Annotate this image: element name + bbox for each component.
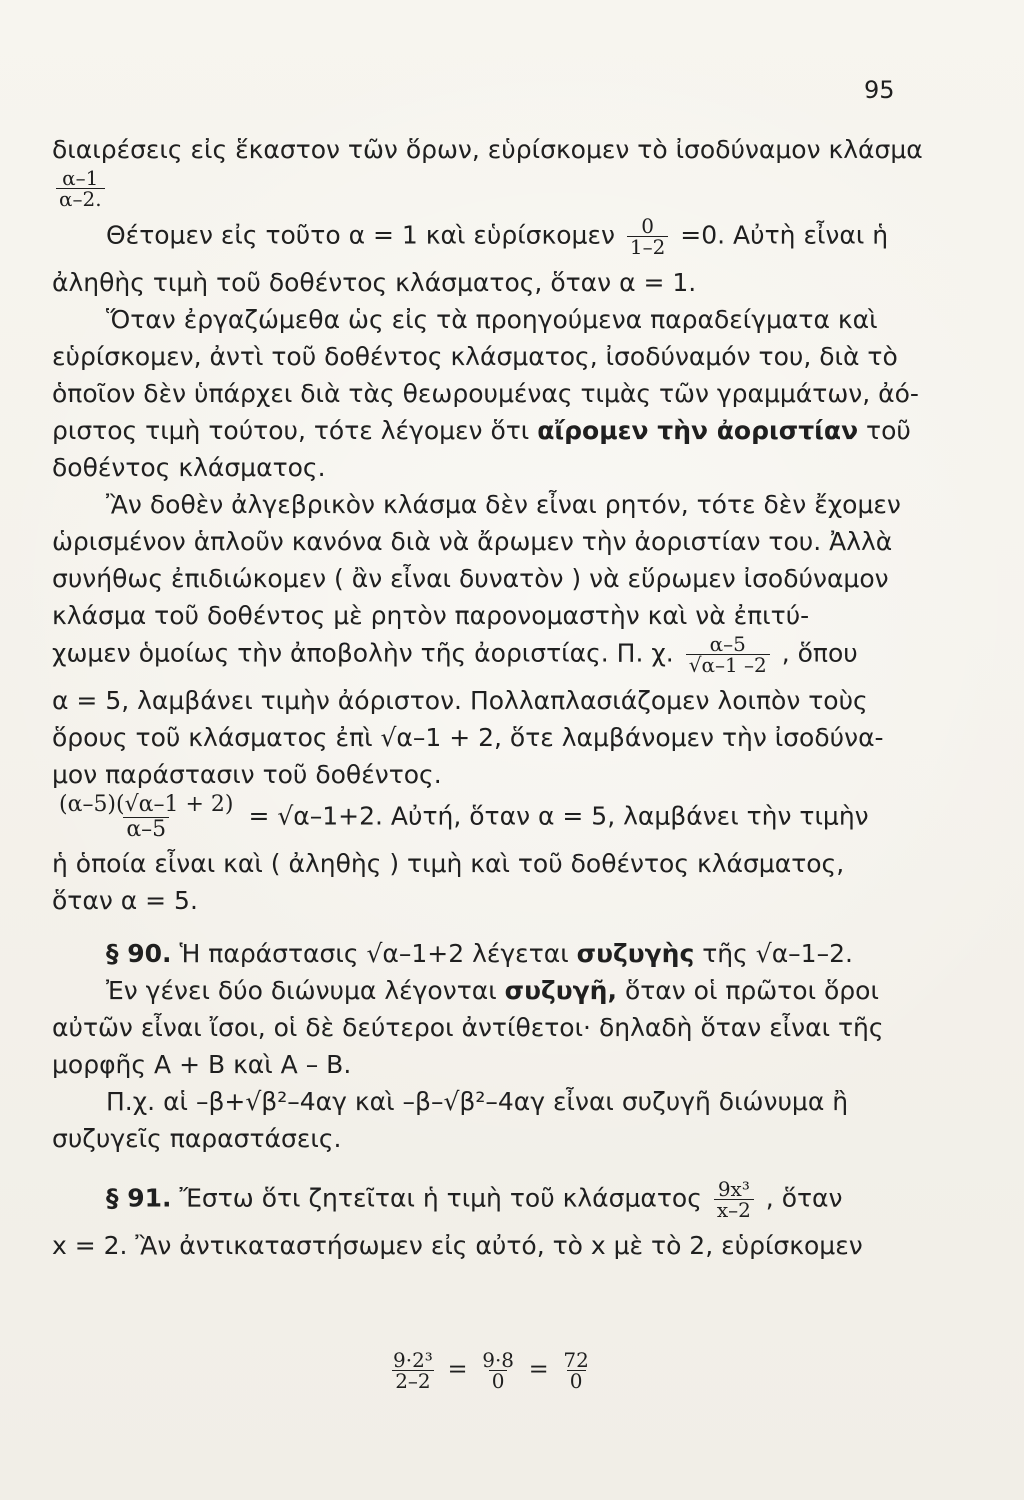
section-heading-line: [52, 1179, 914, 1227]
fraction-denominator: x–2: [714, 1199, 754, 1220]
text-line: [52, 634, 914, 682]
paragraph-text: ὡρισμένον ἁπλοῦν κανόνα διὰ νὰ ἄρωμεν τὴν ἀοριστίαν του. Ἀλλὰ: [52, 527, 893, 556]
fraction-denominator: √α–1 –2: [686, 654, 770, 675]
text-line: [52, 1227, 914, 1264]
paragraph-text: συζυγεῖς παραστάσεις.: [52, 1124, 342, 1153]
paragraph-text: ὅταν οἱ πρῶτοι ὅροι: [624, 976, 879, 1005]
section-gap: [52, 919, 914, 935]
paragraph-text: τῆς √α–1–2.: [702, 939, 853, 968]
paragraph-text: x = 2. Ἂν ἀντικαταστήσωμεν εἰς αὐτό, τὸ x μὲ τὸ 2, εὑρίσκομεν: [52, 1231, 863, 1260]
paragraph-text: Ἂν δοθὲν ἀλγεβρικὸν κλάσμα δὲν εἶναι ρητόν, τότε δὲν ἔχομεν: [106, 490, 901, 519]
paragraph-text: Ἔστω ὅτι ζητεῖται ἡ τιμὴ τοῦ κλάσματος: [179, 1183, 702, 1213]
paragraph-text: εὑρίσκομεν, ἀντὶ τοῦ δοθέντος κλάσματος, ἰσοδύναμόν του, διὰ τὸ: [52, 342, 898, 371]
fraction-denominator: 0: [567, 1370, 586, 1391]
paragraph-text: , ὅπου: [781, 638, 858, 668]
fraction-denominator: α–2.: [56, 188, 105, 209]
simplified-fraction: [479, 1350, 517, 1391]
paragraph-text: ἀληθὴς τιμὴ τοῦ δοθέντος κλάσματος, ὅταν α = 1.: [52, 268, 697, 297]
text-line: [52, 972, 914, 1009]
emphasis-text: αἴρομεν τὴν ἀοριστίαν: [537, 416, 859, 445]
page-number: 95: [864, 76, 895, 104]
fraction-line: [52, 168, 914, 216]
fraction-numerator: 9·2³: [393, 1348, 433, 1372]
target-fraction: [714, 1179, 754, 1220]
text-line: [52, 560, 914, 597]
paragraph-text: Ἐν γένει δύο διώνυμα λέγονται: [106, 976, 497, 1005]
paragraph-text: =0. Αὐτὴ εἶναι ἡ: [680, 220, 889, 250]
text-line: [52, 338, 914, 375]
equals-sign: =: [528, 1355, 549, 1383]
text-line: [52, 1083, 914, 1120]
fraction-numerator: α–5: [709, 632, 746, 656]
text-line: [52, 523, 914, 560]
section-gap: [52, 1157, 914, 1179]
paragraph-text: ὅρους τοῦ κλάσματος ἐπὶ √α–1 + 2, ὅτε λαμβάνομεν τὴν ἰσοδύνα-: [52, 723, 884, 752]
text-line: [52, 882, 914, 919]
paragraph-text: διαιρέσεις εἰς ἕκαστον τῶν ὅρων, εὑρίσκομεν τὸ ἰσοδύναμον κλάσμα: [52, 135, 923, 164]
text-line: [52, 756, 914, 793]
emphasis-text: συζυγῆ,: [504, 976, 617, 1005]
paragraph-text: δοθέντος κλάσματος.: [52, 453, 326, 482]
fraction-numerator: α–1: [62, 166, 99, 190]
fraction-numerator: 0: [641, 214, 654, 238]
fraction-denominator: 2–2: [392, 1370, 433, 1391]
section-number: § 91.: [106, 1183, 172, 1213]
paragraph-text: Ἡ παράστασις √α–1+2 λέγεται: [179, 939, 569, 968]
paragraph-text: ὅταν α = 5.: [52, 886, 198, 915]
paragraph-text: χωμεν ὁμοίως τὴν ἀποβολὴν τῆς ἀοριστίας. Π. χ.: [52, 638, 674, 668]
paragraph-text: = √α–1+2. Αὐτή, ὅταν α = 5, λαμβάνει τὴν τιμὴν: [248, 801, 869, 831]
final-equation: [386, 1350, 596, 1391]
paragraph-text: Θέτομεν εἰς τοῦτο α = 1 καὶ εὑρίσκομεν: [106, 220, 615, 250]
text-line: [52, 1120, 914, 1157]
text-line: [52, 375, 919, 412]
text-line: [52, 486, 914, 523]
paragraph-text: κλάσμα τοῦ δοθέντος μὲ ρητὸν παρονομαστὴν καὶ νὰ ἐπιτύ-: [52, 601, 810, 630]
fraction-denominator: α–5: [123, 817, 169, 842]
fraction-denominator: 1–2: [627, 236, 668, 257]
text-line: [52, 449, 914, 486]
text-line: [52, 216, 914, 264]
equivalent-fraction: [56, 168, 105, 209]
text-line: [52, 301, 914, 338]
result-fraction: [560, 1350, 591, 1391]
paragraph-text: , ὅταν: [765, 1183, 843, 1213]
text-line: [52, 412, 914, 449]
paragraph-text: Ὅταν ἐργαζώμεθα ὡς εἰς τὰ προηγούμενα παραδείγματα καὶ: [106, 305, 878, 334]
emphasis-text: συζυγὴς: [576, 939, 695, 968]
paragraph-text: αὐτῶν εἶναι ἴσοι, οἱ δὲ δεύτεροι ἀντίθετοι· δηλαδὴ ὅταν εἶναι τῆς: [52, 1013, 884, 1042]
equals-sign: =: [447, 1355, 468, 1383]
inline-fraction: [627, 216, 668, 257]
paragraph-text: συνήθως ἐπιδιώκομεν ( ἂν εἶναι δυνατὸν ) νὰ εὕρωμεν ἰσοδύναμον: [52, 564, 889, 593]
formula-line: [52, 793, 914, 845]
fraction-numerator: 9·8: [482, 1348, 515, 1372]
multiplied-fraction: [56, 793, 236, 842]
fraction-numerator: (α–5)(√α–1 + 2): [59, 792, 234, 817]
text-line: [52, 1046, 914, 1083]
example-fraction: [686, 634, 770, 675]
paragraph-text: τοῦ: [866, 416, 911, 445]
text-line: [52, 1009, 914, 1046]
paragraph-text: Π.χ. αἱ –β+√β²–4αγ καὶ –β–√β²–4αγ εἶναι συζυγῆ διώνυμα ἢ: [106, 1087, 849, 1116]
paragraph-text: ἡ ὁποία εἶναι καὶ ( ἀληθὴς ) τιμὴ καὶ τοῦ δοθέντος κλάσματος,: [52, 849, 845, 878]
paragraph-text: ὁποῖον δὲν ὑπάρχει διὰ τὰς θεωρουμένας τιμὰς τῶν γραμμάτων, ἀό-: [52, 379, 919, 408]
text-line: [52, 682, 914, 719]
paragraph-text: ριστος τιμὴ τούτου, τότε λέγομεν ὅτι: [52, 416, 530, 445]
paragraph-text: α = 5, λαμβάνει τιμὴν ἀόριστον. Πολλαπλασιάζομεν λοιπὸν τοὺς: [52, 686, 868, 715]
fraction-denominator: 0: [489, 1370, 508, 1391]
substituted-fraction: [390, 1350, 436, 1391]
paragraph-text: μορφῆς Α + Β καὶ Α – Β.: [52, 1050, 352, 1079]
fraction-numerator: 72: [563, 1348, 589, 1372]
section-heading-line: [52, 935, 914, 972]
text-line: [52, 131, 923, 168]
section-number: § 90.: [106, 939, 172, 968]
text-line: [52, 719, 914, 756]
paragraph-text: μον παράστασιν τοῦ δοθέντος.: [52, 760, 442, 789]
page-text: [52, 131, 923, 1264]
fraction-numerator: 9x³: [717, 1177, 750, 1201]
text-line: [52, 597, 914, 634]
text-line: [52, 264, 914, 301]
text-line: [52, 845, 914, 882]
